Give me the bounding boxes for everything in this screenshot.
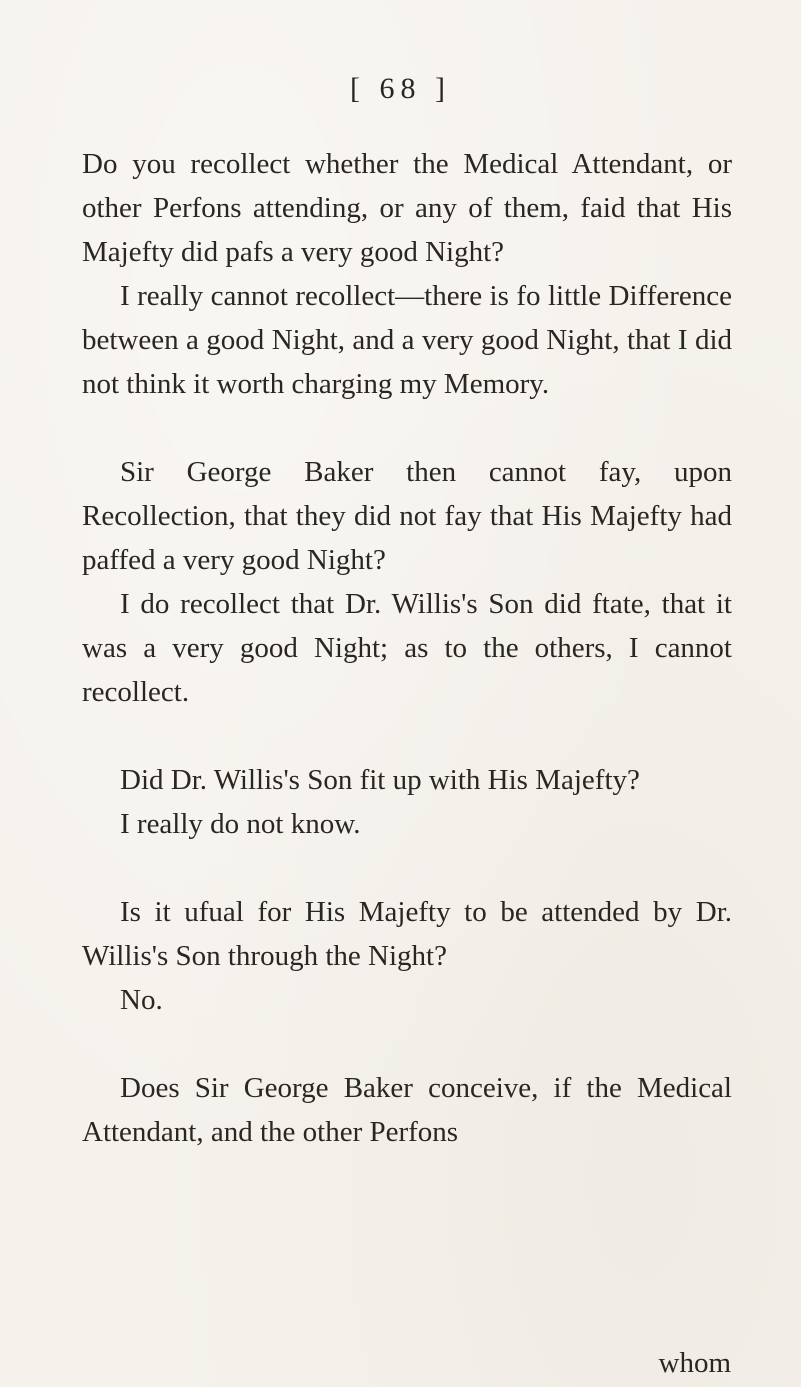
question-paragraph-5: Does Sir George Baker conceive, if the Medical Attendant, and the other Perfons (82, 1072, 732, 1148)
paragraph-gap (82, 714, 732, 758)
question-paragraph-3: Did Dr. Willis's Son fit up with His Majefty? (120, 764, 640, 796)
question-paragraph-4: Is it ufual for His Majefty to be attended by Dr. Willis's Son through the Night? (82, 896, 732, 972)
catchword: whom (658, 1347, 731, 1379)
question-paragraph-1: Do you recollect whether the Medical Attendant, or other Perfons attending, or any of them, faid that His Majefty did pafs a very good Night? (82, 148, 732, 268)
question-paragraph-2: Sir George Baker then cannot fay, upon Recollection, that they did not fay that His Majefty had paffed a very good Night? (82, 456, 732, 576)
answer-paragraph-4: No. (120, 984, 163, 1016)
answer-paragraph-3: I really do not know. (120, 808, 361, 840)
page-number: [ 68 ] (350, 72, 451, 105)
document-body (82, 142, 732, 1154)
paragraph-gap (82, 1022, 732, 1066)
paragraph-gap (82, 846, 732, 890)
answer-paragraph-2: I do recollect that Dr. Willis's Son did ftate, that it was a very good Night; as to the others, I cannot recollect. (82, 588, 732, 708)
paragraph-gap (82, 406, 732, 450)
answer-paragraph-1: I really cannot recollect—there is fo little Difference between a good Night, and a very good Night, that I did not think it worth charging my Memory. (82, 280, 732, 400)
